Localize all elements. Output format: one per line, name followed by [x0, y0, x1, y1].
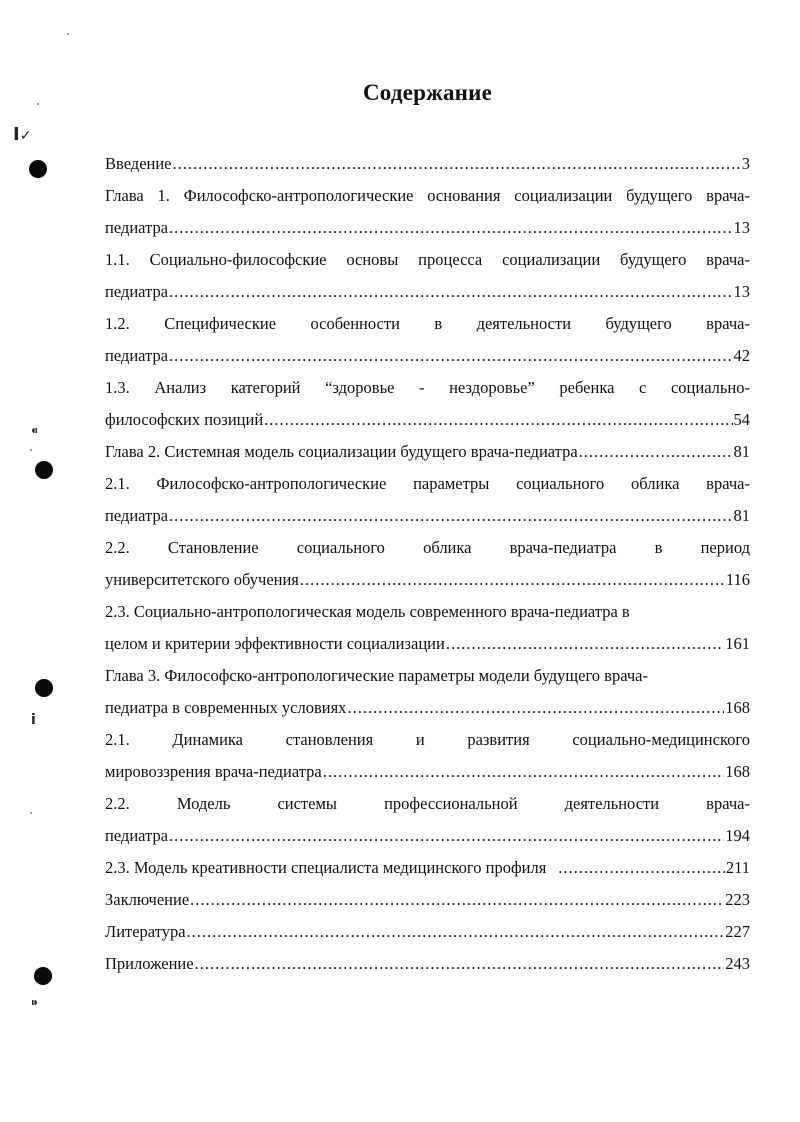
dot-leader: [300, 564, 725, 596]
toc-page-number: 194: [725, 826, 750, 845]
toc-entry-1-1-line1: 1.1. Социально-философские основы процесса социализации будущего врача-: [105, 250, 750, 269]
toc-entry-text: Заключение: [105, 890, 190, 909]
toc-entry-text: педиатра: [105, 826, 169, 845]
toc-page-number: 116: [725, 570, 750, 589]
toc-entry-text: Литература: [105, 922, 186, 941]
dot-leader: [169, 276, 732, 308]
margin-mark-4: ⁍: [31, 996, 38, 1012]
dot-leader: [169, 820, 724, 852]
toc-page-number: 161: [725, 634, 750, 653]
scan-speck: [30, 812, 32, 814]
dot-leader: [323, 756, 725, 788]
dot-leader: [264, 404, 732, 436]
dot-leader: [347, 692, 724, 724]
toc-entry-3-3: [105, 852, 750, 884]
toc-entry-text: Глава 2. Системная модель социализации будущего врача-педиатра: [105, 442, 578, 461]
toc-page-number: 54: [733, 410, 750, 429]
toc-entry-3-2: [105, 820, 750, 852]
table-of-contents: [105, 148, 750, 980]
dot-leader: [190, 884, 724, 916]
margin-mark-2: ⁌: [31, 424, 38, 440]
toc-entry-3-1: [105, 756, 750, 788]
toc-page-number: 168: [725, 698, 750, 717]
toc-entry-1-3-line1: 1.3. Анализ категорий “здоровье - нездоровье” ребенка с социально-: [105, 378, 750, 397]
binder-hole-dot-3: [35, 679, 53, 697]
dot-leader: [187, 916, 725, 948]
toc-page-number: 13: [733, 218, 750, 237]
scan-speck: [30, 449, 32, 451]
toc-entry-text: педиатра в современных условиях: [105, 698, 347, 717]
toc-entry-text: педиатра: [105, 506, 169, 525]
toc-entry-text: целом и критерии эффективности социализации: [105, 634, 445, 653]
toc-entry-1-2: [105, 340, 750, 372]
dot-leader: [558, 852, 725, 884]
toc-page-number: 3: [741, 154, 750, 173]
toc-entry-text: педиатра: [105, 218, 169, 237]
dot-leader: [173, 148, 741, 180]
toc-entry-chapter-1-line1: Глава 1. Философско-антропологические основания социализации будущего врача-: [105, 186, 750, 205]
toc-entry-2-2-line1: 2.2. Становление социального облика врача-педиатра в период: [105, 538, 750, 557]
toc-entry-text: философских позиций: [105, 410, 264, 429]
toc-page-number: 168: [725, 762, 750, 781]
page-title: Содержание: [363, 80, 492, 105]
toc-page-number: 211: [725, 858, 750, 877]
binder-hole-dot-4: [34, 967, 52, 985]
margin-mark-3: ⅰ: [31, 712, 36, 728]
toc-entry-introduction: [105, 148, 750, 180]
binder-hole-dot-2: [35, 461, 53, 479]
dot-leader: [579, 436, 733, 468]
margin-mark-top: I✓: [13, 124, 32, 145]
toc-page-number: 13: [733, 282, 750, 301]
toc-entry-text: мировоззрения врача-педиатра: [105, 762, 322, 781]
toc-entry-text: Приложение: [105, 954, 194, 973]
toc-entry-2-2: [105, 564, 750, 596]
toc-page-number: 243: [725, 954, 750, 973]
toc-page-number: 81: [733, 442, 750, 461]
toc-entry-chapter-3: [105, 692, 750, 724]
binder-hole-dot-1: [29, 160, 47, 178]
toc-entry-1-2-line1: 1.2. Специфические особенности в деятельности будущего врача-: [105, 314, 750, 333]
toc-entry-1-1: [105, 276, 750, 308]
dot-leader: [446, 628, 724, 660]
toc-page-number: 42: [733, 346, 750, 365]
dot-leader: [169, 340, 732, 372]
toc-entry-chapter-2: [105, 436, 750, 468]
toc-entry-text: педиатра: [105, 282, 169, 301]
toc-page-number: 227: [725, 922, 750, 941]
dot-leader: [169, 212, 732, 244]
toc-entry-conclusion: [105, 884, 750, 916]
toc-entry-3-2-line1: 2.2. Модель системы профессиональной деятельности врача-: [105, 794, 750, 813]
toc-entry-chapter-1: [105, 212, 750, 244]
dot-leader: [195, 948, 725, 980]
toc-entry-text: университетского обучения: [105, 570, 299, 589]
toc-page-number: 223: [725, 890, 750, 909]
toc-entry-appendix: [105, 948, 750, 980]
scan-speck: [67, 33, 69, 35]
dot-leader: [169, 500, 732, 532]
toc-page-number: 81: [733, 506, 750, 525]
toc-entry-chapter-3-line1: Глава 3. Философско-антропологические параметры модели будущего врача-: [105, 666, 649, 685]
toc-entry-1-3: [105, 404, 750, 436]
toc-entry-3-1-line1: 2.1. Динамика становления и развития социально-медицинского: [105, 730, 750, 749]
toc-entry-2-1-line1: 2.1. Философско-антропологические параметры социального облика врача-: [105, 474, 750, 493]
toc-entry-text: Введение: [105, 154, 172, 173]
toc-entry-literature: [105, 916, 750, 948]
toc-entry-2-3-line1: 2.3. Социально-антропологическая модель современного врача-педиатра в: [105, 602, 630, 621]
toc-entry-2-1: [105, 500, 750, 532]
toc-entry-text: педиатра: [105, 346, 169, 365]
toc-entry-text: 2.3. Модель креативности специалиста медицинского профиля: [105, 858, 547, 877]
toc-entry-2-3: [105, 628, 750, 660]
